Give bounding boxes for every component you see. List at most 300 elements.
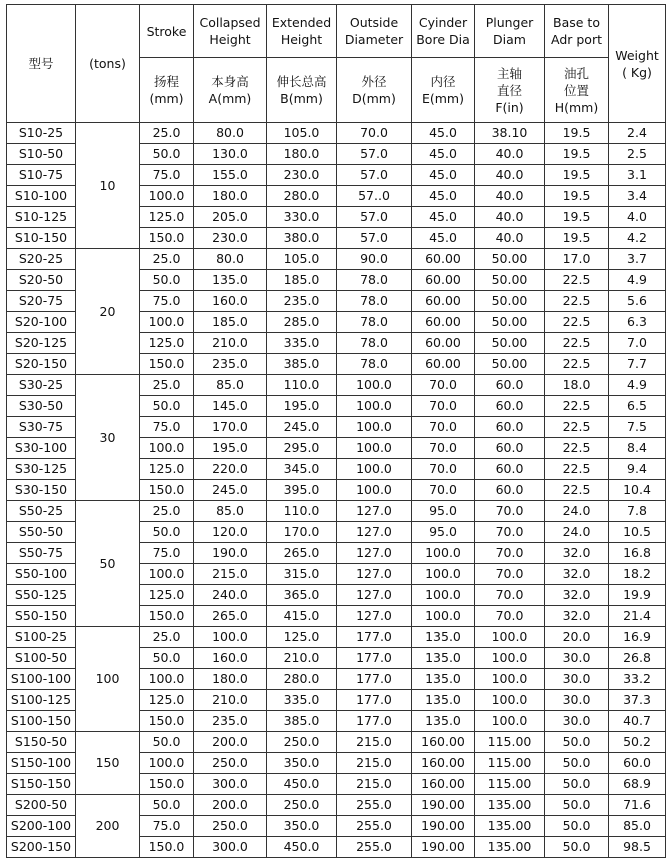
cell-extended-height: 335.0	[267, 690, 337, 711]
cell-outside-diameter: 255.0	[337, 795, 412, 816]
cell-stroke: 125.0	[140, 690, 194, 711]
cell-port-position: 19.5	[545, 144, 609, 165]
cell-model: S30-50	[7, 396, 76, 417]
cell-extended-height: 285.0	[267, 312, 337, 333]
cell-weight: 68.9	[609, 774, 666, 795]
cell-bore-dia: 70.0	[412, 438, 475, 459]
table-header	[7, 5, 666, 123]
cell-model: S150-150	[7, 774, 76, 795]
cell-plunger-diam: 60.0	[475, 459, 545, 480]
header-base-port: Base to Adr port	[545, 5, 609, 58]
cell-plunger-diam: 60.0	[475, 396, 545, 417]
cell-model: S50-100	[7, 564, 76, 585]
cell-stroke: 75.0	[140, 417, 194, 438]
cell-outside-diameter: 215.0	[337, 774, 412, 795]
cell-stroke: 125.0	[140, 459, 194, 480]
cell-bore-dia: 100.0	[412, 564, 475, 585]
cell-model: S30-100	[7, 438, 76, 459]
cell-collapsed-height: 85.0	[194, 375, 267, 396]
cell-extended-height: 385.0	[267, 354, 337, 375]
cell-collapsed-height: 240.0	[194, 585, 267, 606]
cell-outside-diameter: 127.0	[337, 501, 412, 522]
cell-plunger-diam: 70.0	[475, 522, 545, 543]
cell-extended-height: 450.0	[267, 774, 337, 795]
cell-port-position: 22.5	[545, 396, 609, 417]
cell-weight: 40.7	[609, 711, 666, 732]
cell-port-position: 22.5	[545, 333, 609, 354]
cell-outside-diameter: 127.0	[337, 564, 412, 585]
cell-collapsed-height: 200.0	[194, 732, 267, 753]
cell-port-position: 19.5	[545, 186, 609, 207]
cell-outside-diameter: 177.0	[337, 627, 412, 648]
subheader-extended: 伸长总高 B(mm)	[267, 58, 337, 123]
subheader-outside: 外径 D(mm)	[337, 58, 412, 123]
cell-collapsed-height: 200.0	[194, 795, 267, 816]
cell-weight: 6.5	[609, 396, 666, 417]
cell-stroke: 150.0	[140, 711, 194, 732]
cell-stroke: 50.0	[140, 396, 194, 417]
cell-outside-diameter: 57.0	[337, 207, 412, 228]
cell-collapsed-height: 250.0	[194, 753, 267, 774]
cell-outside-diameter: 127.0	[337, 585, 412, 606]
cell-weight: 4.9	[609, 375, 666, 396]
cell-outside-diameter: 100.0	[337, 480, 412, 501]
cell-extended-height: 185.0	[267, 270, 337, 291]
cell-weight: 33.2	[609, 669, 666, 690]
tons-cell: 150	[76, 732, 140, 795]
cell-outside-diameter: 127.0	[337, 522, 412, 543]
cell-bore-dia: 60.00	[412, 291, 475, 312]
cell-bore-dia: 45.0	[412, 144, 475, 165]
cell-weight: 6.3	[609, 312, 666, 333]
cell-port-position: 30.0	[545, 690, 609, 711]
cell-model: S150-50	[7, 732, 76, 753]
cell-extended-height: 105.0	[267, 249, 337, 270]
cell-outside-diameter: 57.0	[337, 144, 412, 165]
header-plunger-diam: Plunger Diam	[475, 5, 545, 58]
cell-bore-dia: 160.00	[412, 774, 475, 795]
cell-collapsed-height: 145.0	[194, 396, 267, 417]
header-tons: (tons)	[76, 5, 140, 123]
cell-model: S200-100	[7, 816, 76, 837]
cell-port-position: 24.0	[545, 501, 609, 522]
cell-port-position: 22.5	[545, 480, 609, 501]
cell-bore-dia: 60.00	[412, 249, 475, 270]
cell-outside-diameter: 57.0	[337, 228, 412, 249]
cell-outside-diameter: 78.0	[337, 354, 412, 375]
cell-model: S50-50	[7, 522, 76, 543]
cell-model: S100-25	[7, 627, 76, 648]
cell-extended-height: 170.0	[267, 522, 337, 543]
header-model: 型号	[7, 5, 76, 123]
cell-stroke: 100.0	[140, 753, 194, 774]
table-row	[7, 795, 666, 816]
cell-port-position: 17.0	[545, 249, 609, 270]
cell-extended-height: 330.0	[267, 207, 337, 228]
cell-extended-height: 110.0	[267, 375, 337, 396]
cell-extended-height: 280.0	[267, 669, 337, 690]
cell-stroke: 150.0	[140, 480, 194, 501]
cell-extended-height: 295.0	[267, 438, 337, 459]
table-row	[7, 123, 666, 144]
cell-collapsed-height: 215.0	[194, 564, 267, 585]
cell-stroke: 150.0	[140, 606, 194, 627]
cell-model: S50-25	[7, 501, 76, 522]
cell-model: S100-150	[7, 711, 76, 732]
cell-plunger-diam: 50.00	[475, 291, 545, 312]
cell-model: S20-25	[7, 249, 76, 270]
cell-port-position: 24.0	[545, 522, 609, 543]
cell-bore-dia: 100.0	[412, 585, 475, 606]
cell-plunger-diam: 135.00	[475, 795, 545, 816]
cell-extended-height: 385.0	[267, 711, 337, 732]
cell-extended-height: 415.0	[267, 606, 337, 627]
cell-collapsed-height: 210.0	[194, 690, 267, 711]
cell-weight: 3.4	[609, 186, 666, 207]
cell-collapsed-height: 205.0	[194, 207, 267, 228]
cell-weight: 60.0	[609, 753, 666, 774]
table-row	[7, 501, 666, 522]
cell-weight: 10.5	[609, 522, 666, 543]
cell-model: S150-100	[7, 753, 76, 774]
tons-cell: 30	[76, 375, 140, 501]
cell-port-position: 20.0	[545, 627, 609, 648]
cell-model: S10-100	[7, 186, 76, 207]
cell-stroke: 150.0	[140, 354, 194, 375]
cell-weight: 98.5	[609, 837, 666, 858]
cell-bore-dia: 60.00	[412, 270, 475, 291]
table-row	[7, 732, 666, 753]
header-outside-diameter: Outside Diameter	[337, 5, 412, 58]
cell-stroke: 150.0	[140, 837, 194, 858]
cell-stroke: 100.0	[140, 312, 194, 333]
cell-port-position: 19.5	[545, 165, 609, 186]
cell-collapsed-height: 235.0	[194, 354, 267, 375]
cell-collapsed-height: 190.0	[194, 543, 267, 564]
cell-bore-dia: 95.0	[412, 522, 475, 543]
cell-outside-diameter: 78.0	[337, 333, 412, 354]
cell-collapsed-height: 100.0	[194, 627, 267, 648]
cell-extended-height: 125.0	[267, 627, 337, 648]
cell-outside-diameter: 177.0	[337, 690, 412, 711]
cell-extended-height: 250.0	[267, 795, 337, 816]
cell-port-position: 19.5	[545, 207, 609, 228]
cell-model: S20-50	[7, 270, 76, 291]
cell-stroke: 25.0	[140, 123, 194, 144]
cell-plunger-diam: 70.0	[475, 564, 545, 585]
cell-extended-height: 365.0	[267, 585, 337, 606]
cell-plunger-diam: 60.0	[475, 417, 545, 438]
cell-stroke: 75.0	[140, 816, 194, 837]
cell-bore-dia: 160.00	[412, 753, 475, 774]
cell-plunger-diam: 40.0	[475, 144, 545, 165]
cell-weight: 26.8	[609, 648, 666, 669]
cell-weight: 7.0	[609, 333, 666, 354]
cell-stroke: 75.0	[140, 291, 194, 312]
cell-stroke: 150.0	[140, 228, 194, 249]
cell-model: S100-100	[7, 669, 76, 690]
cell-outside-diameter: 177.0	[337, 648, 412, 669]
cell-stroke: 50.0	[140, 270, 194, 291]
cell-plunger-diam: 40.0	[475, 207, 545, 228]
cell-port-position: 30.0	[545, 711, 609, 732]
cell-collapsed-height: 185.0	[194, 312, 267, 333]
cell-port-position: 32.0	[545, 606, 609, 627]
cell-bore-dia: 135.0	[412, 648, 475, 669]
cell-collapsed-height: 195.0	[194, 438, 267, 459]
cell-extended-height: 345.0	[267, 459, 337, 480]
cell-model: S10-125	[7, 207, 76, 228]
cell-plunger-diam: 40.0	[475, 165, 545, 186]
cell-plunger-diam: 38.10	[475, 123, 545, 144]
cell-port-position: 32.0	[545, 585, 609, 606]
cell-collapsed-height: 130.0	[194, 144, 267, 165]
cell-stroke: 100.0	[140, 669, 194, 690]
cell-model: S10-150	[7, 228, 76, 249]
cell-port-position: 50.0	[545, 795, 609, 816]
cell-stroke: 25.0	[140, 375, 194, 396]
cell-outside-diameter: 255.0	[337, 816, 412, 837]
subheader-collapsed: 本身高 A(mm)	[194, 58, 267, 123]
cell-stroke: 100.0	[140, 186, 194, 207]
cell-bore-dia: 190.00	[412, 837, 475, 858]
cell-stroke: 75.0	[140, 543, 194, 564]
header-stroke: Stroke	[140, 5, 194, 58]
cell-stroke: 125.0	[140, 333, 194, 354]
cell-outside-diameter: 78.0	[337, 270, 412, 291]
header-extended-height: Extended Height	[267, 5, 337, 58]
cell-port-position: 18.0	[545, 375, 609, 396]
cell-weight: 7.8	[609, 501, 666, 522]
table-row	[7, 249, 666, 270]
subheader-port: 油孔 位置 H(mm)	[545, 58, 609, 123]
cell-outside-diameter: 100.0	[337, 396, 412, 417]
cell-outside-diameter: 255.0	[337, 837, 412, 858]
cell-collapsed-height: 160.0	[194, 648, 267, 669]
cell-bore-dia: 45.0	[412, 123, 475, 144]
cell-plunger-diam: 100.0	[475, 648, 545, 669]
cell-bore-dia: 160.00	[412, 732, 475, 753]
cell-port-position: 50.0	[545, 816, 609, 837]
cell-collapsed-height: 245.0	[194, 480, 267, 501]
cell-extended-height: 235.0	[267, 291, 337, 312]
cell-outside-diameter: 215.0	[337, 732, 412, 753]
cell-collapsed-height: 180.0	[194, 669, 267, 690]
cell-extended-height: 280.0	[267, 186, 337, 207]
cell-plunger-diam: 115.00	[475, 753, 545, 774]
cell-weight: 71.6	[609, 795, 666, 816]
subheader-plunger: 主轴 直径 F(in)	[475, 58, 545, 123]
cell-bore-dia: 60.00	[412, 312, 475, 333]
table-row	[7, 627, 666, 648]
cell-outside-diameter: 78.0	[337, 291, 412, 312]
header-collapsed-height: Collapsed Height	[194, 5, 267, 58]
cell-model: S50-150	[7, 606, 76, 627]
cell-collapsed-height: 170.0	[194, 417, 267, 438]
cell-bore-dia: 135.0	[412, 669, 475, 690]
cell-extended-height: 450.0	[267, 837, 337, 858]
cell-model: S200-50	[7, 795, 76, 816]
cell-port-position: 50.0	[545, 774, 609, 795]
cell-model: S20-150	[7, 354, 76, 375]
cell-outside-diameter: 177.0	[337, 711, 412, 732]
cell-bore-dia: 70.0	[412, 480, 475, 501]
cell-model: S10-25	[7, 123, 76, 144]
cell-weight: 50.2	[609, 732, 666, 753]
cell-plunger-diam: 100.0	[475, 690, 545, 711]
cell-collapsed-height: 180.0	[194, 186, 267, 207]
cell-weight: 4.0	[609, 207, 666, 228]
cell-stroke: 50.0	[140, 648, 194, 669]
cell-model: S100-50	[7, 648, 76, 669]
cell-stroke: 50.0	[140, 522, 194, 543]
cell-extended-height: 105.0	[267, 123, 337, 144]
cell-outside-diameter: 57.0	[337, 165, 412, 186]
cell-extended-height: 245.0	[267, 417, 337, 438]
cell-extended-height: 335.0	[267, 333, 337, 354]
cell-outside-diameter: 57..0	[337, 186, 412, 207]
cell-port-position: 50.0	[545, 753, 609, 774]
header-weight: Weight ( Kg)	[609, 5, 666, 123]
cell-collapsed-height: 250.0	[194, 816, 267, 837]
cell-model: S50-125	[7, 585, 76, 606]
cell-bore-dia: 70.0	[412, 417, 475, 438]
cell-extended-height: 230.0	[267, 165, 337, 186]
table-row	[7, 375, 666, 396]
cell-model: S50-75	[7, 543, 76, 564]
cell-weight: 8.4	[609, 438, 666, 459]
cell-outside-diameter: 70.0	[337, 123, 412, 144]
cell-weight: 16.8	[609, 543, 666, 564]
cell-plunger-diam: 100.0	[475, 627, 545, 648]
cell-collapsed-height: 155.0	[194, 165, 267, 186]
cell-plunger-diam: 50.00	[475, 354, 545, 375]
cell-weight: 5.6	[609, 291, 666, 312]
cell-bore-dia: 70.0	[412, 396, 475, 417]
tons-cell: 50	[76, 501, 140, 627]
cell-stroke: 50.0	[140, 732, 194, 753]
cell-stroke: 25.0	[140, 249, 194, 270]
cell-weight: 37.3	[609, 690, 666, 711]
cell-extended-height: 250.0	[267, 732, 337, 753]
cell-model: S200-150	[7, 837, 76, 858]
cell-stroke: 50.0	[140, 144, 194, 165]
cell-outside-diameter: 100.0	[337, 375, 412, 396]
cell-outside-diameter: 100.0	[337, 459, 412, 480]
cell-stroke: 150.0	[140, 774, 194, 795]
cell-stroke: 25.0	[140, 501, 194, 522]
cell-collapsed-height: 135.0	[194, 270, 267, 291]
cell-stroke: 100.0	[140, 438, 194, 459]
cell-weight: 7.5	[609, 417, 666, 438]
cell-collapsed-height: 160.0	[194, 291, 267, 312]
cell-bore-dia: 135.0	[412, 627, 475, 648]
cell-extended-height: 180.0	[267, 144, 337, 165]
cell-collapsed-height: 230.0	[194, 228, 267, 249]
subheader-stroke: 扬程 (mm)	[140, 58, 194, 123]
cell-bore-dia: 135.0	[412, 711, 475, 732]
cell-plunger-diam: 40.0	[475, 228, 545, 249]
cell-collapsed-height: 210.0	[194, 333, 267, 354]
cell-bore-dia: 100.0	[412, 543, 475, 564]
cell-port-position: 22.5	[545, 312, 609, 333]
cell-collapsed-height: 300.0	[194, 837, 267, 858]
cell-model: S30-150	[7, 480, 76, 501]
cell-model: S100-125	[7, 690, 76, 711]
cell-model: S20-75	[7, 291, 76, 312]
cell-bore-dia: 95.0	[412, 501, 475, 522]
cell-collapsed-height: 85.0	[194, 501, 267, 522]
cell-weight: 16.9	[609, 627, 666, 648]
cell-model: S10-75	[7, 165, 76, 186]
cell-collapsed-height: 120.0	[194, 522, 267, 543]
cell-stroke: 25.0	[140, 627, 194, 648]
cell-port-position: 30.0	[545, 669, 609, 690]
cell-port-position: 22.5	[545, 417, 609, 438]
cell-bore-dia: 60.00	[412, 333, 475, 354]
cell-plunger-diam: 60.0	[475, 438, 545, 459]
cell-port-position: 22.5	[545, 459, 609, 480]
cell-port-position: 19.5	[545, 228, 609, 249]
cell-bore-dia: 45.0	[412, 207, 475, 228]
cell-stroke: 125.0	[140, 585, 194, 606]
cell-weight: 9.4	[609, 459, 666, 480]
cell-bore-dia: 100.0	[412, 606, 475, 627]
cell-extended-height: 380.0	[267, 228, 337, 249]
cell-extended-height: 350.0	[267, 816, 337, 837]
tons-cell: 200	[76, 795, 140, 858]
cell-outside-diameter: 90.0	[337, 249, 412, 270]
cell-collapsed-height: 220.0	[194, 459, 267, 480]
cell-plunger-diam: 135.00	[475, 816, 545, 837]
cell-plunger-diam: 70.0	[475, 606, 545, 627]
cell-outside-diameter: 177.0	[337, 669, 412, 690]
cell-plunger-diam: 70.0	[475, 501, 545, 522]
cell-outside-diameter: 127.0	[337, 606, 412, 627]
cell-port-position: 30.0	[545, 648, 609, 669]
cell-plunger-diam: 115.00	[475, 732, 545, 753]
cell-port-position: 50.0	[545, 837, 609, 858]
cell-plunger-diam: 40.0	[475, 186, 545, 207]
cell-weight: 85.0	[609, 816, 666, 837]
subheader-bore: 内径 E(mm)	[412, 58, 475, 123]
cell-plunger-diam: 135.00	[475, 837, 545, 858]
cell-plunger-diam: 100.0	[475, 711, 545, 732]
cell-plunger-diam: 60.0	[475, 375, 545, 396]
cell-stroke: 100.0	[140, 564, 194, 585]
cell-model: S10-50	[7, 144, 76, 165]
cell-extended-height: 195.0	[267, 396, 337, 417]
cell-weight: 4.9	[609, 270, 666, 291]
cell-model: S30-75	[7, 417, 76, 438]
cell-outside-diameter: 100.0	[337, 438, 412, 459]
cell-bore-dia: 45.0	[412, 186, 475, 207]
cell-plunger-diam: 50.00	[475, 333, 545, 354]
cell-model: S30-125	[7, 459, 76, 480]
cell-bore-dia: 45.0	[412, 228, 475, 249]
cell-weight: 21.4	[609, 606, 666, 627]
cell-extended-height: 315.0	[267, 564, 337, 585]
cell-port-position: 50.0	[545, 732, 609, 753]
cell-outside-diameter: 78.0	[337, 312, 412, 333]
cell-bore-dia: 60.00	[412, 354, 475, 375]
cell-collapsed-height: 80.0	[194, 123, 267, 144]
cell-outside-diameter: 100.0	[337, 417, 412, 438]
cell-port-position: 19.5	[545, 123, 609, 144]
cell-stroke: 125.0	[140, 207, 194, 228]
table-body	[7, 123, 666, 858]
cell-plunger-diam: 115.00	[475, 774, 545, 795]
